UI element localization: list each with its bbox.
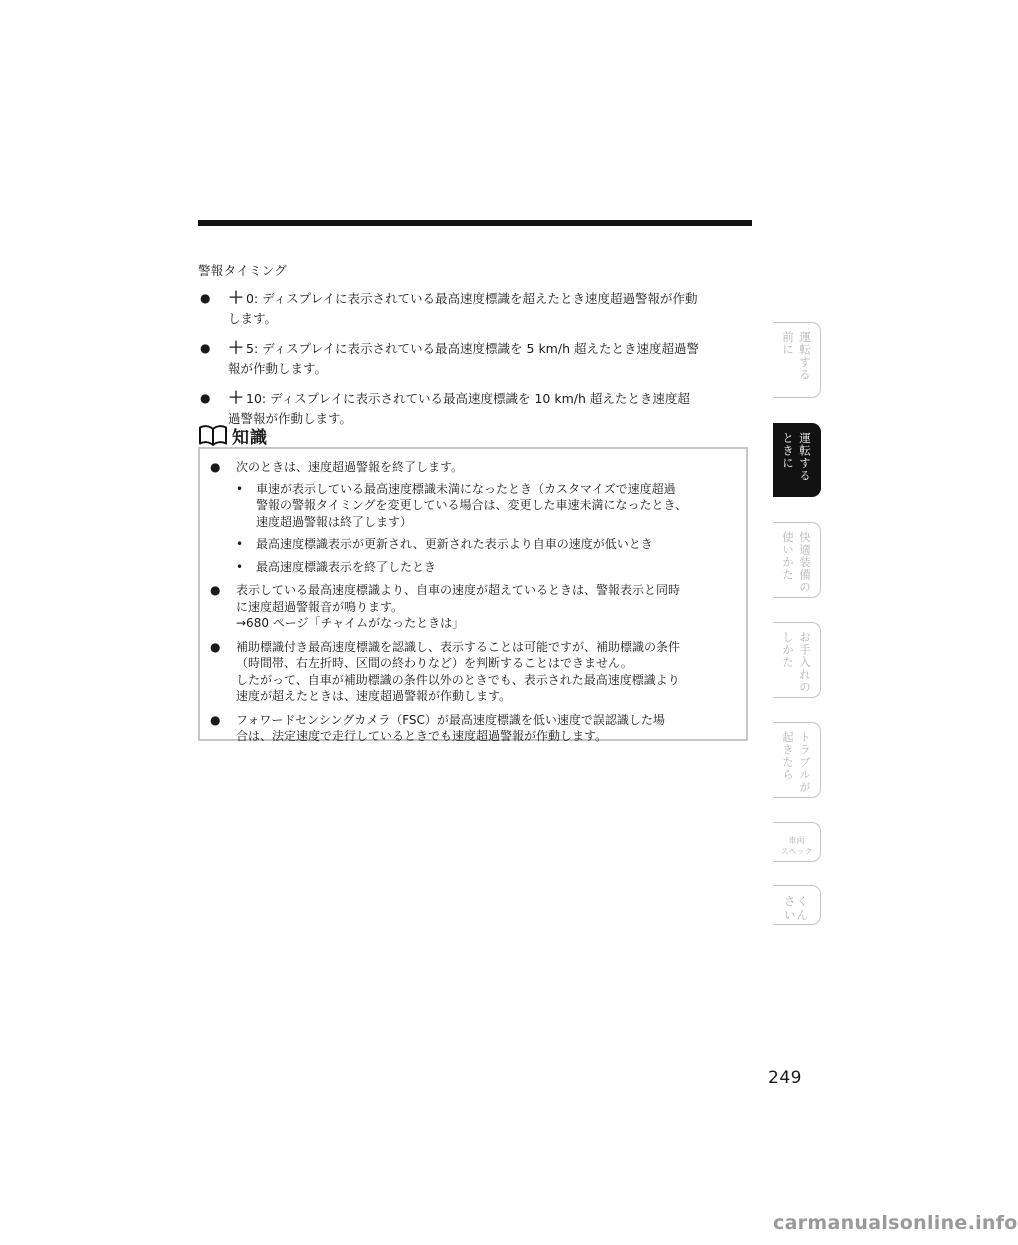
- knowledge-list: [210, 459, 740, 752]
- side-tab-label: 前に: [781, 331, 795, 356]
- side-tab-label: 車両: [788, 836, 805, 845]
- plus-icon: ＋: [228, 288, 245, 307]
- timing-item: [198, 338, 758, 379]
- knowledge-sub-item: [236, 559, 740, 576]
- knowledge-sub-line: 最高速度標識表示が更新され、更新された表示より自車の速度が低いとき: [256, 537, 653, 551]
- knowledge-line: したがって、自車が補助標識の条件以外のときでも、表示された最高速度標識より: [236, 672, 680, 687]
- footer-watermark: carmanualsonline.info: [773, 1212, 1018, 1234]
- page-reference-link[interactable]: →680 ページ「チャイムがなったときは」: [236, 616, 465, 630]
- timing-prefix: 10:: [246, 391, 267, 406]
- bullet-icon: ●: [210, 639, 221, 654]
- timing-text: ディスプレイに表示されている最高速度標識を超えたとき速度超過警報が作動: [262, 291, 698, 306]
- top-rule: [198, 220, 752, 226]
- side-tab-label: さく: [784, 894, 809, 908]
- side-tab-label: 起きたら: [781, 731, 795, 781]
- small-bullet-icon: •: [236, 559, 244, 574]
- knowledge-item: [210, 639, 740, 705]
- knowledge-line: 次のときは、速度超過警報を終了します。: [236, 460, 464, 474]
- side-tab-label: しかた: [781, 631, 795, 669]
- knowledge-line: に速度超過警報音が鳴ります。: [236, 599, 404, 614]
- bullet-icon: ●: [210, 712, 221, 727]
- bullet-icon: ●: [200, 291, 211, 305]
- timing-text-cont: 過警報が作動します。: [228, 411, 353, 426]
- timing-prefix: 5:: [246, 341, 259, 356]
- timing-list: [198, 288, 758, 438]
- knowledge-sub-line: 車速が表示している最高速度標識未満になったとき（カスタマイズで速度超過: [256, 481, 676, 496]
- page-number: 249: [768, 1068, 802, 1088]
- side-tab-troubleshooting[interactable]: [773, 722, 821, 798]
- knowledge-line: 速度が超えたときは、速度超過警報が作動します。: [236, 689, 512, 703]
- bullet-icon: ●: [210, 583, 221, 597]
- timing-item: [198, 388, 758, 429]
- side-tab-label: スペック: [780, 847, 813, 856]
- timing-text-cont: 報が作動します。: [228, 361, 328, 376]
- knowledge-line: （時間帯、右左折時、区間の終わりなど）を判断することはできません。: [236, 656, 633, 670]
- knowledge-sub-list: [236, 481, 740, 576]
- knowledge-sub-line: 最高速度標識表示を終了したとき: [256, 559, 437, 574]
- knowledge-line: 補助標識付き最高速度標識を認識し、表示することは可能ですが、補助標識の条件: [236, 639, 681, 654]
- knowledge-sub-item: [236, 536, 740, 553]
- plus-icon: ＋: [228, 338, 245, 357]
- small-bullet-icon: •: [236, 537, 244, 551]
- timing-text-cont: します。: [228, 311, 278, 326]
- side-tab-label: 快適装備の: [798, 531, 812, 594]
- knowledge-item: [210, 712, 740, 745]
- knowledge-item: [210, 459, 740, 575]
- plus-icon: ＋: [228, 388, 245, 407]
- knowledge-box: [198, 447, 748, 741]
- side-tab-while-driving[interactable]: [773, 423, 821, 497]
- timing-text: ディスプレイに表示されている最高速度標識を 10 km/h 超えたとき速度超: [270, 391, 690, 406]
- side-tab-label: いん: [784, 908, 809, 922]
- side-tab-label: お手入れの: [798, 631, 812, 694]
- bullet-icon: ●: [200, 391, 211, 405]
- timing-item: [198, 288, 758, 329]
- knowledge-label: 知識: [232, 427, 268, 448]
- knowledge-line: 表示している最高速度標識より、自車の速度が超えているときは、警報表示と同時: [236, 583, 681, 597]
- side-tab-before-driving[interactable]: [773, 322, 821, 398]
- book-icon: [198, 424, 228, 446]
- knowledge-item: [210, 582, 740, 632]
- side-tab-label: ときに: [781, 432, 795, 470]
- knowledge-line: 合は、法定速度で走行しているときでも速度超過警報が作動します。: [236, 729, 608, 743]
- side-tab-maintenance[interactable]: [773, 622, 821, 698]
- bullet-icon: ●: [210, 460, 221, 474]
- side-tab-index[interactable]: [773, 885, 821, 925]
- timing-prefix: 0:: [246, 291, 259, 306]
- knowledge-title: [198, 422, 268, 448]
- section-heading: 警報タイミング: [198, 263, 288, 278]
- side-tab-specifications[interactable]: [773, 822, 821, 862]
- bullet-icon: ●: [200, 341, 211, 355]
- knowledge-sub-item: [236, 481, 740, 531]
- side-tab-label: 運転する: [798, 432, 812, 482]
- knowledge-sub-line: 速度超過警報は終了します）: [256, 514, 413, 529]
- timing-text: ディスプレイに表示されている最高速度標識を 5 km/h 超えたとき速度超過警: [262, 341, 699, 356]
- side-tab-label: 運転する: [798, 331, 812, 381]
- side-tab-label: トラブルが: [798, 731, 812, 794]
- knowledge-sub-line: 警報の警報タイミングを変更している場合は、変更した車速未満になったとき、: [256, 498, 688, 512]
- side-tab-label: 使いかた: [781, 531, 795, 581]
- knowledge-line: フォワードセンシングカメラ（FSC）が最高速度標識を低い速度で誤認識した場: [236, 712, 665, 727]
- small-bullet-icon: •: [236, 481, 244, 496]
- side-tab-comfort-features[interactable]: [773, 522, 821, 598]
